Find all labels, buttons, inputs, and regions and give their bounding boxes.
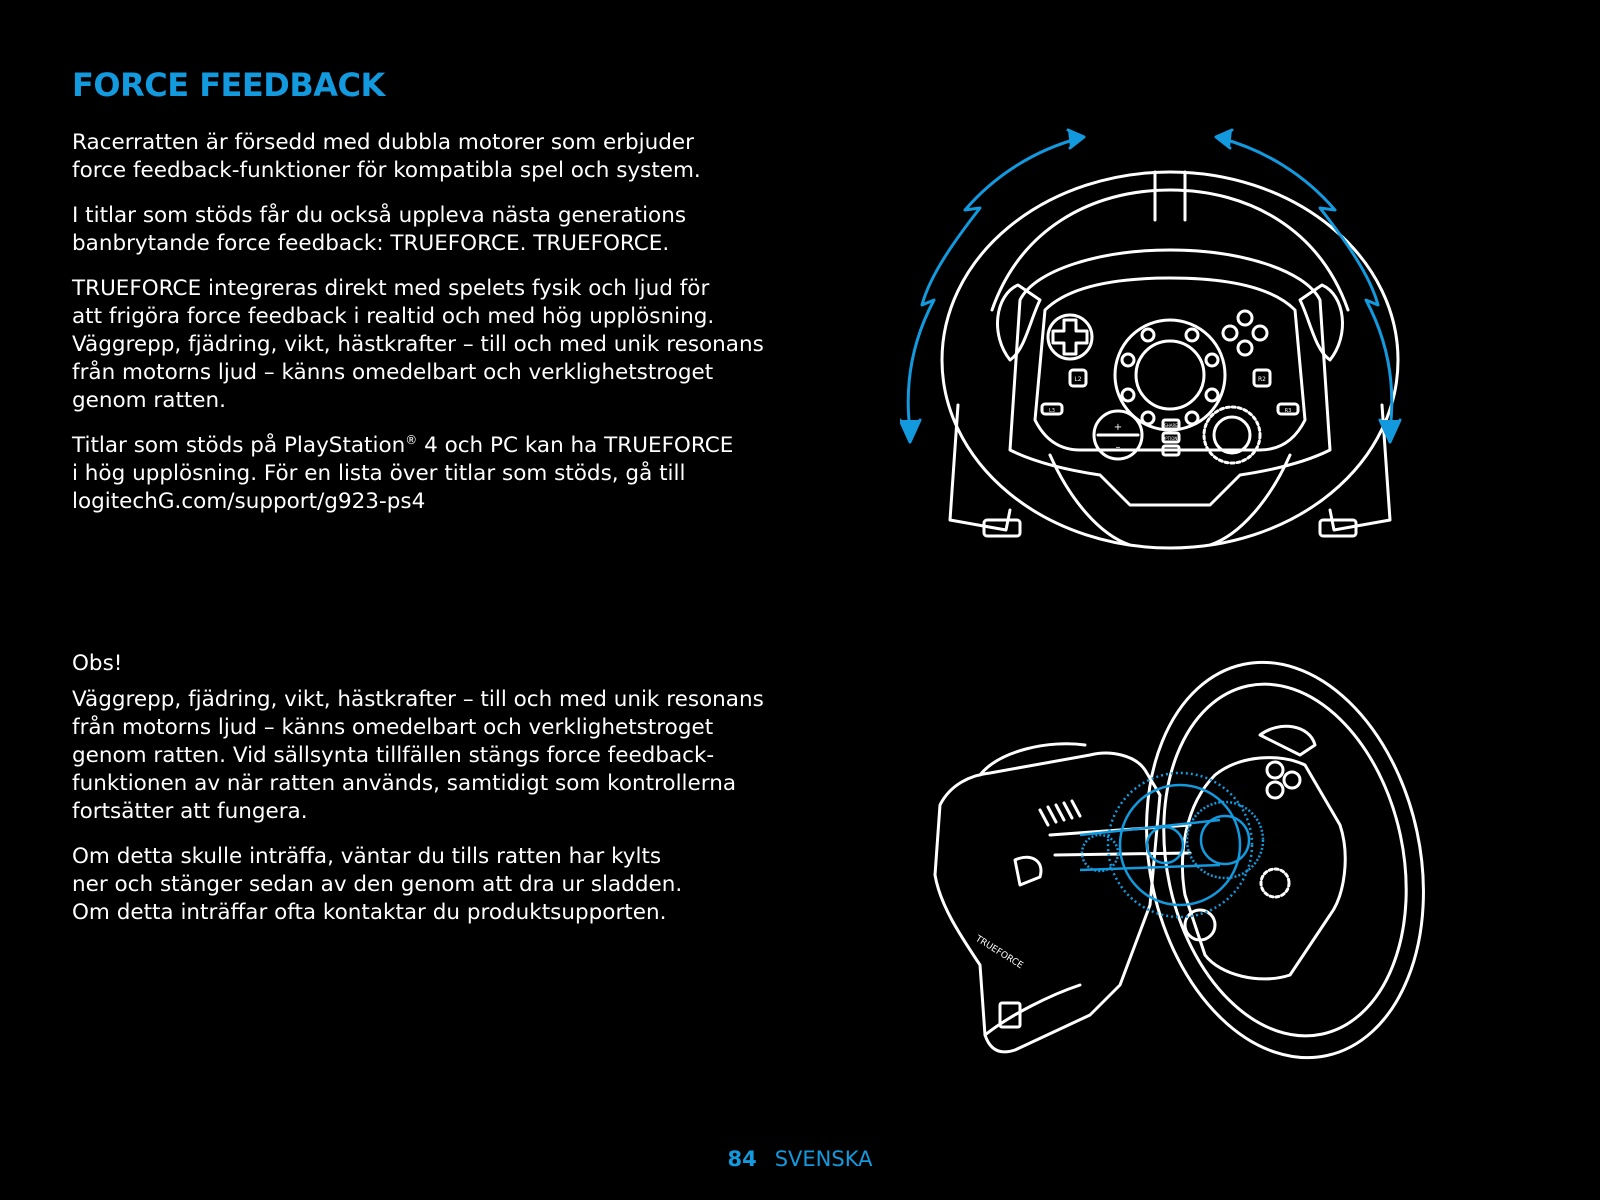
l2-label: L2	[1074, 376, 1082, 383]
wheel-rim-inner	[1133, 661, 1438, 1058]
vent-lines	[1040, 801, 1080, 825]
minus-label: –	[1115, 442, 1121, 453]
overheat-line: Om detta inträffar ofta kontaktar du produktsupporten.	[72, 900, 667, 925]
overheat-paragraph	[72, 843, 802, 927]
support-line	[72, 432, 802, 460]
face-button	[1267, 762, 1283, 778]
trueforce-intro-paragraph	[72, 202, 802, 258]
intro-line: force feedback-funktioner för kompatibla spel och system.	[72, 158, 701, 183]
rotary-selector-inner	[1214, 417, 1250, 453]
trueforce-detail-line: TRUEFORCE integreras direkt med spelets fysik och ljud för	[72, 276, 710, 301]
trueforce-detail-line: att frigöra force feedback i realtid och med hög upplösning.	[72, 304, 715, 329]
support-line: i hög upplösning. För en lista över titlar som stöds, gå till	[72, 461, 686, 486]
trueforce-detail-line: Väggrepp, fjädring, vikt, hästkrafter – till och med unik resonans	[72, 332, 764, 357]
note-paragraph	[72, 686, 802, 826]
options-label: OPTIONS	[1162, 436, 1180, 441]
intro-line: Racerratten är försedd med dubbla motorer som erbjuder	[72, 130, 694, 155]
trueforce-intro-line: banbrytande force feedback: TRUEFORCE. TRUEFORCE.	[72, 231, 670, 256]
r3-label: R3	[1284, 408, 1292, 414]
hub-button	[1142, 329, 1154, 341]
l3-label: L3	[1049, 408, 1055, 414]
arrowhead-icon	[1216, 130, 1232, 148]
base-housing	[935, 753, 1160, 1052]
circle-button	[1253, 326, 1267, 340]
hub-button	[1206, 389, 1218, 401]
note-line: Väggrepp, fjädring, vikt, hästkrafter – till och med unik resonans	[72, 687, 764, 712]
overheat-line: Om detta skulle inträffa, väntar du tills ratten har kylts	[72, 844, 662, 869]
trueforce-detail-paragraph	[72, 275, 802, 415]
registered-mark: ®	[405, 432, 418, 447]
intro-paragraph	[72, 129, 802, 185]
note-line: funktionen av när ratten används, samtidigt som kontrollerna	[72, 771, 737, 796]
page-number: 84	[727, 1147, 757, 1171]
top-text-column	[72, 129, 802, 533]
paddle-right	[1260, 726, 1315, 755]
dpad-cross-icon	[1053, 320, 1087, 354]
note-line: från motorns ljud – känns omedelbart och verklighetstroget	[72, 715, 714, 740]
support-line-suffix: 4 och PC kan ha TRUEFORCE	[417, 433, 734, 458]
share-label: SHARE	[1164, 423, 1178, 428]
large-gear-inner	[1120, 785, 1240, 905]
hub-button	[1206, 354, 1218, 366]
arrowhead-icon	[1068, 130, 1084, 148]
note-line: genom ratten. Vid sällsynta tillfällen stängs force feedback-	[72, 743, 715, 768]
rotation-arrow-left-icon	[908, 138, 1080, 430]
note-line: fortsätter att fungera.	[72, 799, 308, 824]
hub-button	[1122, 354, 1134, 366]
r2-label: R2	[1258, 376, 1266, 383]
page-title: FORCE FEEDBACK	[72, 66, 385, 104]
support-line-prefix: Titlar som stöds på PlayStation	[72, 433, 406, 458]
dpad	[1048, 315, 1092, 359]
large-gear	[1108, 773, 1252, 917]
overheat-line: ner och stänger sedan av den genom att dra ur sladden.	[72, 872, 683, 897]
rotary-selector	[1261, 869, 1289, 897]
face-button	[1267, 782, 1283, 798]
hub-button	[1186, 412, 1198, 424]
hub-body	[1010, 250, 1330, 505]
arrowhead-icon	[900, 420, 920, 442]
hub-button	[1142, 412, 1154, 424]
note-label: Obs!	[72, 651, 123, 676]
hub-button	[1122, 389, 1134, 401]
trueforce-detail-line: genom ratten.	[72, 388, 226, 413]
footer-language: SVENSKA	[774, 1147, 873, 1171]
face-button	[1284, 772, 1300, 788]
wheel-front-illustration	[900, 120, 1440, 560]
bottom-text-column	[72, 650, 802, 944]
support-paragraph	[72, 432, 802, 516]
cross-button	[1238, 341, 1252, 355]
support-link[interactable]: logitechG.com/support/g923-ps4	[72, 489, 426, 514]
hub-gear-inner	[1201, 816, 1249, 864]
page-footer	[0, 1147, 1600, 1171]
wheel-perspective-illustration	[920, 655, 1440, 1095]
hub-button	[1186, 329, 1198, 341]
connector	[1015, 857, 1041, 885]
trueforce-detail-line: från motorns ljud – känns omedelbart och verklighetstroget	[72, 360, 714, 385]
rotary-selector	[1204, 407, 1260, 463]
brand-label: TRUEFORCE	[973, 934, 1025, 972]
base-foot-left	[950, 405, 1010, 530]
shaft	[1055, 853, 1190, 855]
lower-spoke	[1050, 455, 1290, 545]
center-hub	[1136, 341, 1204, 409]
plus-label: +	[1113, 422, 1123, 433]
trueforce-intro-line: I titlar som stöds får du också uppleva nästa generations	[72, 203, 687, 228]
square-button	[1223, 326, 1237, 340]
triangle-button	[1238, 311, 1252, 325]
